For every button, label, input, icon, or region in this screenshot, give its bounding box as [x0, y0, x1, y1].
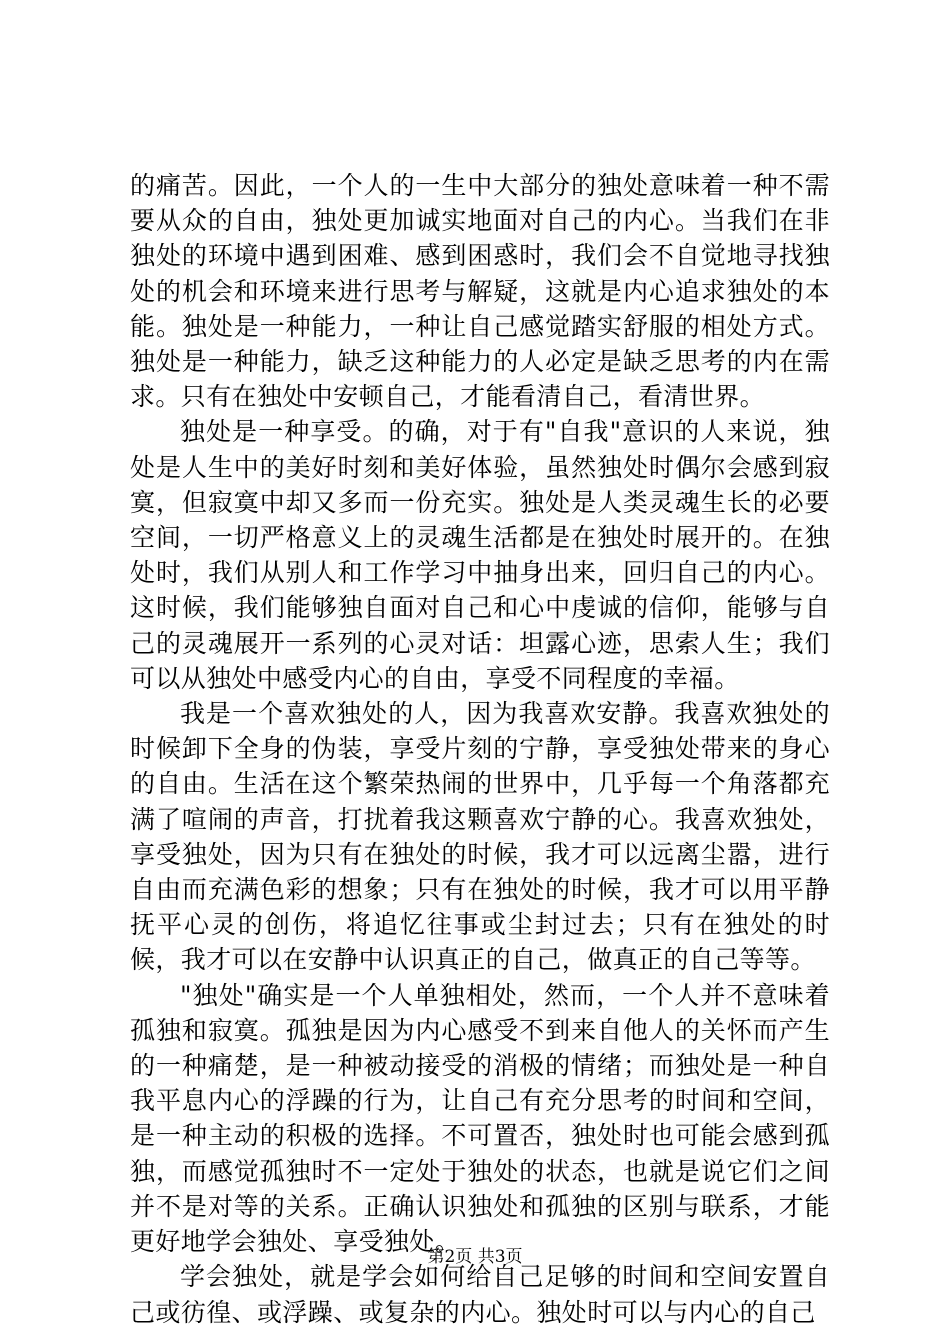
paragraph-3: 我是一个喜欢独处的人，因为我喜欢安静。我喜欢独处的时候卸下全身的伪装，享受片刻的宁静，享受独处带来的身心的自由。生活在这个繁荣热闹的世界中，几乎每一个角落都充满了喧闹的声音，打扰着我这颗喜欢宁静的心。我喜欢独处，享受独处，因为只有在独处的时候，我才可以远离尘嚣，进行自由而充满色彩的想象；只有在独处的时候，我才可以用平静抚平心灵的创伤，将追忆往事或尘封过去；只有在独处的时候，我才可以在安静中认识真正的自己，做真正的自己等等。 — [130, 699, 830, 975]
document-body — [130, 168, 830, 1330]
page-footer: 第2页 共3页 — [427, 1247, 523, 1267]
paragraph-4: "独处"确实是一个人单独相处，然而，一个人并不意味着孤独和寂寞。孤独是因为内心感受不到来自他人的关怀而产生的一种痛楚，是一种被动接受的消极的情绪；而独处是一种自我平息内心的浮躁的行为，让自己有充分思考的时间和空间，是一种主动的积极的选择。不可置否，独处时也可能会感到孤独，而感觉孤独时不一定处于独处的状态，也就是说它们之间并不是对等的关系。正确认识独处和孤独的区别与联系，才能更好地学会独处、享受独处。 — [130, 980, 830, 1257]
paragraph-1: 的痛苦。因此，一个人的一生中大部分的独处意味着一种不需要从众的自由，独处更加诚实地面对自己的内心。当我们在非独处的环境中遇到困难、感到困惑时，我们会不自觉地寻找独处的机会和环境来进行思考与解疑，这就是内心追求独处的本能。独处是一种能力，一种让自己感觉踏实舒服的相处方式。独处是一种能力，缺乏这种能力的人必定是缺乏思考的内在需求。只有在独处中安顿自己，才能看清自己，看清世界。 — [130, 171, 830, 412]
paragraph-5: 学会独处，就是学会如何给自己足够的时间和空间安置自己或彷徨、或浮躁、或复杂的内心。独处时可以与内心的自己 — [130, 1262, 830, 1327]
paragraph-2: 独处是一种享受。的确，对于有"自我"意识的人来说，独处是人生中的美好时刻和美好体验，虽然独处时偶尔会感到寂寞，但寂寞中却又多而一份充实。独处是人类灵魂生长的必要空间，一切严格意义上的灵魂生活都是在独处时展开的。在独处时，我们从别人和工作学习中抽身出来，回归自己的内心。这时候，我们能够独自面对自己和心中虔诚的信仰，能够与自己的灵魂展开一系列的心灵对话：坦露心迹，思索人生；我们可以从独处中感受内心的自由，享受不同程度的幸福。 — [130, 417, 830, 693]
